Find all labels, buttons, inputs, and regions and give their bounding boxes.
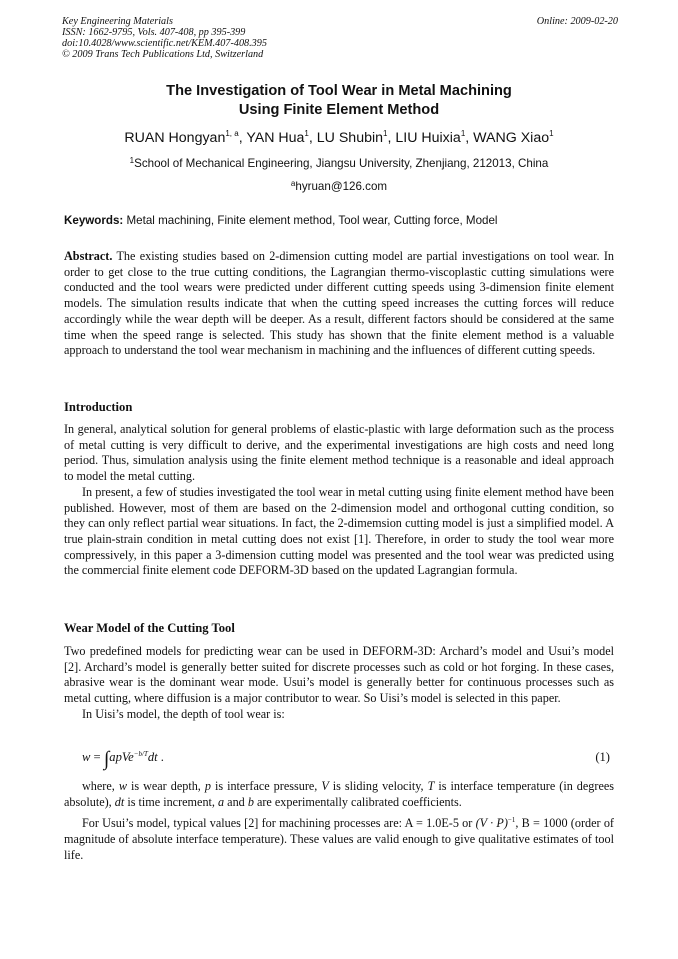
affiliation: $^1$School of Mechanical Engineering, Jiangsu University, Zhenjiang, 212013, China [129,156,549,170]
author: LU Shubin$^1$, [316,129,396,146]
keywords-text: Metal machining, Finite element method, Tool wear, Cutting force, Model [126,214,498,227]
title-line-2: Using Finite Element Method [238,102,440,118]
issn-line: ISSN: 1662-9795, Vols. 407-408, pp 395-399 [62,27,246,38]
equation-number: (1) [595,750,610,764]
paper-title [62,82,616,120]
copyright-line: © 2009 Trans Tech Publications Ltd, Switzerland [62,49,264,60]
online-date: Online: 2009-02-20 [536,16,618,27]
title-line-1: The Investigation of Tool Wear in Metal Machining [166,83,512,99]
paragraph: where, w is wear depth, p is interface pressure, V is sliding velocity, T is interface temperature (in degrees absolute), dt is time increment, a and b are experimentally calibrated coefficients. [64,779,615,809]
author: RUAN Hongyan$^{1, a}$, [124,129,247,146]
keywords [64,214,618,227]
paragraph: Two predefined models for predicting wear can be used in DEFORM-3D: Archard’s model and Usui’s model [2]. Archard’s model is generally better suited for discrete processes such as cold or hot forging. In these cases, abrasive wear is the dominant wear mode. Usui’s model is generally better for continuous processes such as metal cutting, where diffusion is a major contributor to wear. So Uisi’s model is selected in this paper. [64,644,614,706]
abstract-text: The existing studies based on 2-dimension cutting model are partial investigations on tool wear. In order to get close to the true cutting conditions, the Lagrangian thermo-viscoplastic cutting simulations were conducted and the tool wears were predicted under different cutting speeds using 3-dimension finite element models. The simulation results indicate that when the cutting speed increases the cutting forces will reduce accordingly while the wear depth will be deeper. As a result, different factors should be considered at the same time when the speed range is selected. This study has shown that the finite element method is a valuable approach to understand the tool wear mechanism in machining and the influences of different cutting speeds. [64,249,614,358]
integral-symbol: ∫ [103,748,110,770]
paragraph: For Usui’s model, typical values [2] for machining processes are: A = 1.0E-5 or $(V \cdot P)^{-1}$, B = 1000 (order of magnitude of absolute interface temperature). These values are valid enough to give qualitative estimates of tool life. [64,816,614,862]
paragraph: In general, analytical solution for general problems of elastic-plastic with large deformation such as the process of metal cutting is very difficult to derive, and the experimental investigations are high costs and need long period. Thus, simulation analysis using the finite element method technique is a reasonable and ideal approach to model the metal cutting. [64,422,614,484]
abstract-label: Abstract. [64,249,113,263]
paragraph: In Uisi’s model, the depth of tool wear is: [82,706,285,721]
author: WANG Xiao$^1$ [473,129,554,146]
introduction-heading: Introduction [64,400,133,414]
paragraph: In present, a few of studies investigated the tool wear in metal cutting using finite element method have been published. However, most of them are based on the 2-dimension model and orthogonal cutting condition, so they can only reflect partial wear situations. In fact, the 2-dimemsion cutting model is just a simplified model. A true plain-strain condition in metal cutting does not exist [1]. Therefore, in order to study the tool wear more compressively, in this paper a 3-dimension cutting model was presented and the tool wear was predicted using the commercial finite element code DEFORM-3D based on the updated Lagrangian formula. [64,484,614,578]
wear-model-heading: Wear Model of the Cutting Tool [64,621,235,635]
author-email: $^a$hyruan@126.com [290,179,388,193]
author-list [62,130,616,146]
author: YAN Hua$^1$, [246,129,317,146]
journal-name: Key Engineering Materials [62,16,173,27]
variable-definitions [64,779,614,864]
doi-line: doi:10.4028/www.scientific.net/KEM.407-408.395 [62,38,267,49]
equation-1: w = ∫apVe$^{-b/T}$dt . (1) [82,748,610,770]
journal-header [62,16,618,60]
author: LIU Huixia$^1$, [395,129,474,146]
abstract [64,249,614,359]
keywords-label: Keywords: [64,214,124,227]
introduction-body [64,422,614,579]
wear-model-body [64,644,614,723]
